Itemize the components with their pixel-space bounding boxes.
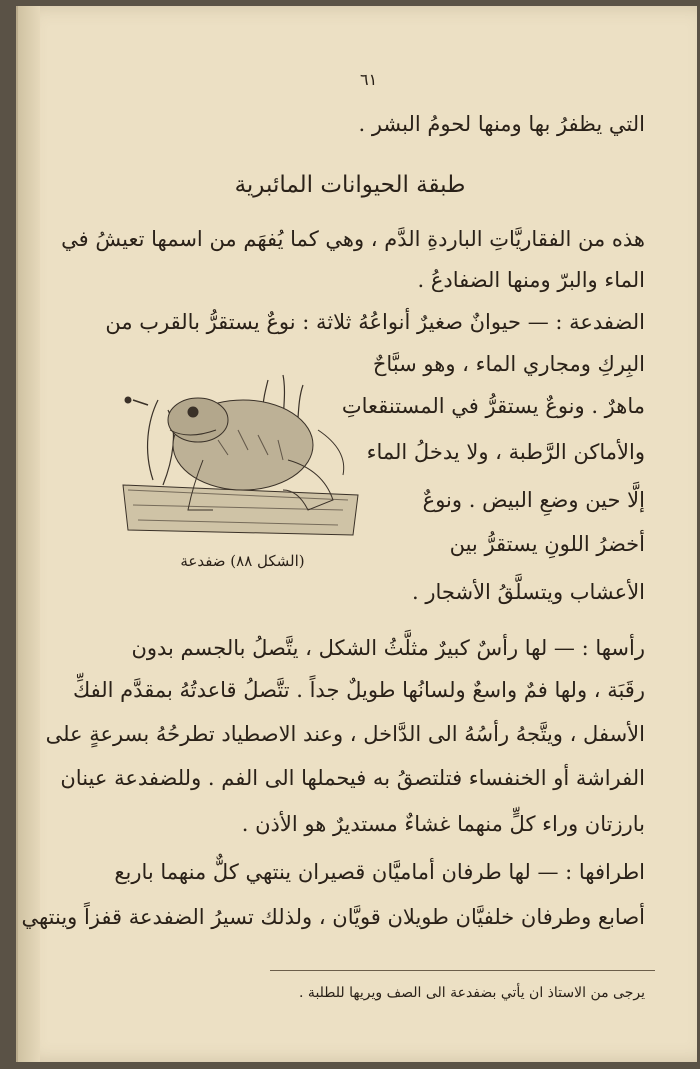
figure-caption: (الشكل ٨٨) ضفدعة — [180, 552, 305, 570]
text-line: بارزتان وراء كلٍّ منهما غشاءٌ مستديرٌ هو الأذن . — [241, 812, 645, 836]
text-line: رأسها : — لها رأسٌ كبيرٌ مثلَّثُ الشكل ، يتَّصلُ بالجسم بدون — [131, 636, 645, 660]
text-line: ماهرٌ . ونوعٌ يستقرُّ في المستنقعاتِ — [341, 394, 645, 418]
text-line: الأسفل ، ويتَّجهُ رأسُهُ الى الدَّاخل ، وعند الاصطياد تطرحُهُ بسرعةٍ على — [45, 722, 645, 746]
text-line: الماء والبرّ ومنها الضفادعُ . — [417, 268, 645, 292]
text-line: اطرافها : — لها طرفان أماميَّان قصيران ينتهي كلٌّ منهما باربع — [114, 860, 645, 884]
text-line: التي يظفرُ بها ومنها لحومُ البشر . — [358, 112, 645, 136]
text-line: رقَبَة ، ولها فمٌ واسعٌ ولسانُها طويلٌ جداً . تتَّصلُ قاعدتُهُ بمقدَّم الفكِّ — [72, 678, 645, 702]
text-line: هذه من الفقاريَّاتِ الباردةِ الدَّم ، وهي كما يُفهَم من اسمها تعيشُ في — [61, 227, 645, 251]
footnote-divider — [270, 970, 655, 971]
text-line: الأعشاب ويتسلَّقُ الأشجار . — [412, 580, 645, 604]
text-line: والأماكن الرَّطبة ، ولا يدخلُ الماء — [366, 440, 645, 464]
section-heading: طبقة الحيوانات المائبرية — [234, 172, 466, 198]
frog-drawing-icon — [118, 360, 363, 545]
text-line: الضفدعة : — حيوانٌ صغيرٌ أنواعُهُ ثلاثة : نوعٌ يستقرُّ بالقرب من — [105, 310, 645, 334]
text-line: أصابع وطرفان خلفيَّان طويلان قويَّان ، ولذلك تسيرُ الضفدعة قفزاً وينتهي — [21, 905, 645, 929]
text-line: أخضرُ اللونِ يستقرُّ بين — [449, 532, 645, 556]
text-line: الفراشة أو الخنفساء فتلتصقُ به فيحملها الى الفم . وللضفدعة عينان — [60, 766, 645, 790]
text-line: البِركِ ومجاري الماء ، وهو سبَّاحٌ — [372, 352, 645, 376]
text-line: إلَّا حين وضعِ البيض . ونوعٌ — [422, 488, 645, 512]
book-spine — [18, 6, 40, 1062]
page-number: ٦١ — [360, 70, 378, 89]
footnote: يرجى من الاستاذ ان يأتي بضفدعة الى الصف ويريها للطلبة . — [299, 985, 645, 1001]
frog-illustration — [118, 360, 363, 545]
